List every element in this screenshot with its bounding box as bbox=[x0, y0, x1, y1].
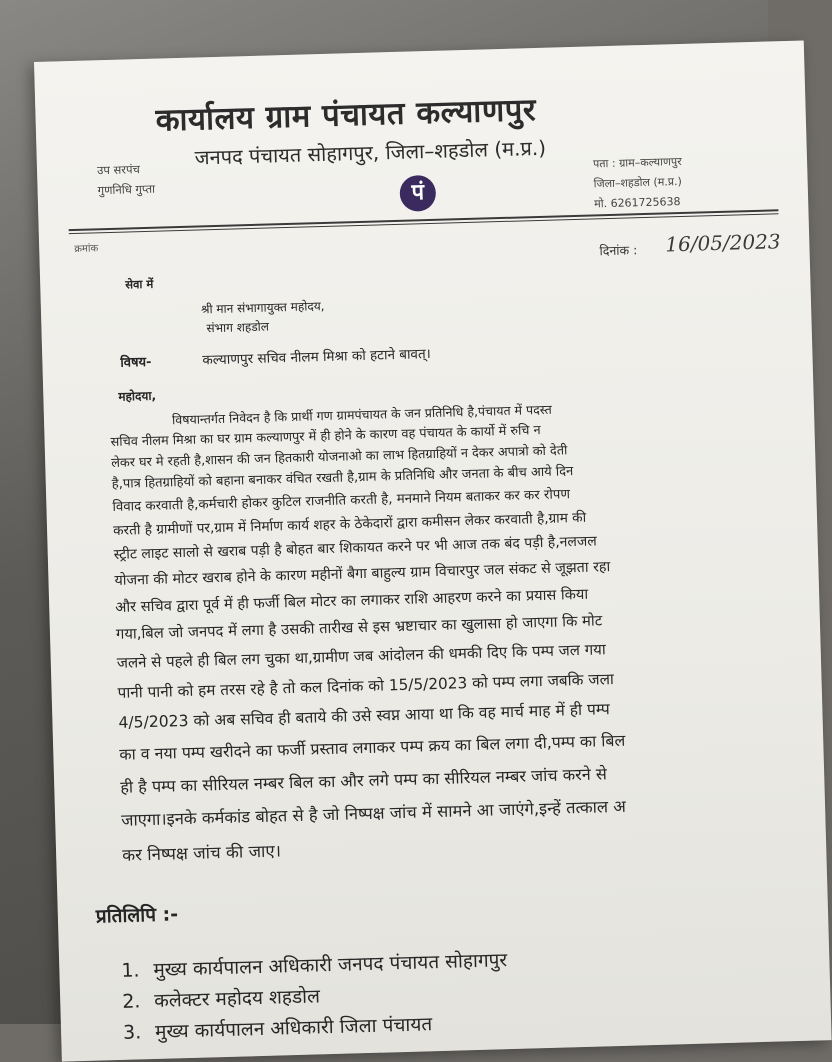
kramank-label: क्रमांक bbox=[74, 243, 99, 255]
date-value: 16/05/2023 bbox=[665, 229, 781, 257]
list-number: 2. bbox=[121, 990, 141, 1013]
body-line: और सचिव द्वारा पूर्व में ही फर्जी बिल मोटर का लगाकर राशि आहरण करने का प्रयास किया bbox=[115, 585, 589, 616]
body-line: है,पात्र हितग्राहियों को बहाना बनाकर वंचित रखती है,ग्राम के प्रतिनिधि और जनता के बीच आये दिन bbox=[111, 464, 574, 492]
body-line: विवाद करवाती है,कर्मचारी होकर कुटिल राजनीति करती है, मनमाने नियम बताकर कर कर रोपण bbox=[112, 487, 571, 515]
letter-body bbox=[110, 394, 783, 872]
subject-label: विषय- bbox=[120, 354, 152, 371]
mobile-number: मो. 6261725638 bbox=[593, 195, 681, 211]
list-text: मुख्य कार्यपालन अधिकारी जिला पंचायत bbox=[154, 1013, 433, 1043]
salutation: महोदया, bbox=[118, 388, 157, 404]
list-number: 1. bbox=[121, 959, 140, 982]
body-line: सचिव नीलम मिश्रा का घर ग्राम कल्याणपुर में ही होने के कारण वह पंचायत के कार्यो में रुचि न bbox=[110, 423, 541, 451]
body-line: स्ट्रीट लाइट सालो से खराब पड़ी है बोहत बार शिकायत करने पर भी आज तक बंद पड़ी है,नलजल bbox=[113, 533, 598, 563]
panchayat-logo-icon bbox=[399, 175, 436, 212]
body-line: लेकर घर मे रहती है,शासन की जन हितकारी योजनाओ का लाभ हितग्राहियों न देकर अपात्रो को देती bbox=[111, 443, 568, 471]
list-number: 3. bbox=[122, 1021, 142, 1044]
address-line-2: जिला–शहडोल (म.प्र.) bbox=[593, 174, 683, 191]
logo-glyph: पं bbox=[411, 180, 425, 206]
body-line: ही है पम्प का सीरियल नम्बर बिल का और लगे पम्प का सीरियल नम्बर जांच करने से bbox=[120, 764, 608, 797]
body-line: जाएगा।इनके कर्मकांड बोहत से है जो निष्पक्ष जांच में सामने आ जाएंगे,इन्हें तत्काल अ bbox=[120, 796, 627, 830]
body-line: पानी पानी को हम तरस रहे है तो कल दिनांक को 15/5/2023 को पम्प लगा जबकि जला bbox=[117, 670, 615, 702]
header-divider bbox=[69, 209, 779, 231]
body-line: योजना की मोटर खराब होने के कारण महीनों बैगा बाहुल्य ग्राम विचारपुर जल संकट से जूझता रहा bbox=[114, 559, 611, 589]
deputy-name: गुणनिधि गुप्ता bbox=[97, 181, 156, 198]
subject-text: कल्याणपुर सचिव नीलम मिश्रा को हटाने बावत्। bbox=[202, 346, 431, 369]
body-line: गया,बिल जो जनपद में लगा है उसकी तारीख से इस भ्रष्टाचार का खुलासा हो जाएगा कि मोट bbox=[115, 612, 603, 643]
list-text: कलेक्टर महोदय शहडोल bbox=[153, 985, 321, 1013]
address-line-1: पता : ग्राम–कल्याणपुर bbox=[592, 154, 682, 171]
body-line: का व नया पम्प खरीदने का फर्जी प्रस्ताव लगाकर पम्प क्रय का बिल लगा दी,पम्प का बिल bbox=[119, 730, 626, 764]
deputy-designation: उप सरपंच bbox=[96, 162, 141, 178]
copies-label: प्रतिलिपि :- bbox=[95, 903, 179, 928]
copies-list bbox=[121, 945, 509, 1049]
addressee-line-1: श्री मान संभागायुक्त महोदय, bbox=[200, 298, 325, 317]
body-line: कर निष्पक्ष जांच की जाए। bbox=[121, 840, 282, 865]
seva-label: सेवा में bbox=[125, 276, 154, 292]
letter-page bbox=[34, 41, 832, 1062]
address-block bbox=[593, 152, 683, 214]
office-title: कार्यालय ग्राम पंचायत कल्याणपुर bbox=[155, 92, 537, 139]
body-line: करती है ग्रामीणों पर,ग्राम में निर्माण कार्य शहर के ठेकेदारों द्वारा कमीसन लेकर करवाती है,ग्राम की bbox=[112, 509, 587, 539]
office-subtitle: जनपद पंचायत सोहागपुर, जिला–शहडोल (म.प्र.) bbox=[194, 135, 547, 170]
header-divider-thin bbox=[69, 213, 779, 234]
list-text: मुख्य कार्यपालन अधिकारी जनपद पंचायत सोहागपुर bbox=[153, 949, 508, 982]
date-label: दिनांक : bbox=[599, 242, 638, 259]
body-line: विषयान्तर्गत निवेदन है कि प्रार्थी गण ग्रामपंचायत के जन प्रतिनिधि है,पंचायत में पदस्त bbox=[171, 401, 552, 428]
body-line: 4/5/2023 को अब सचिव ही बताये की उसे स्वप्न आया था कि वह मार्च माह में ही पम्प bbox=[118, 700, 610, 732]
deputy-block bbox=[97, 159, 156, 201]
addressee-line-2: संभाग शहडोल bbox=[206, 319, 270, 336]
body-line: जलने से पहले ही बिल लग चुका था,ग्रामीण जब आंदोलन की धमकी दिए कि पम्प जल गया bbox=[116, 640, 606, 672]
